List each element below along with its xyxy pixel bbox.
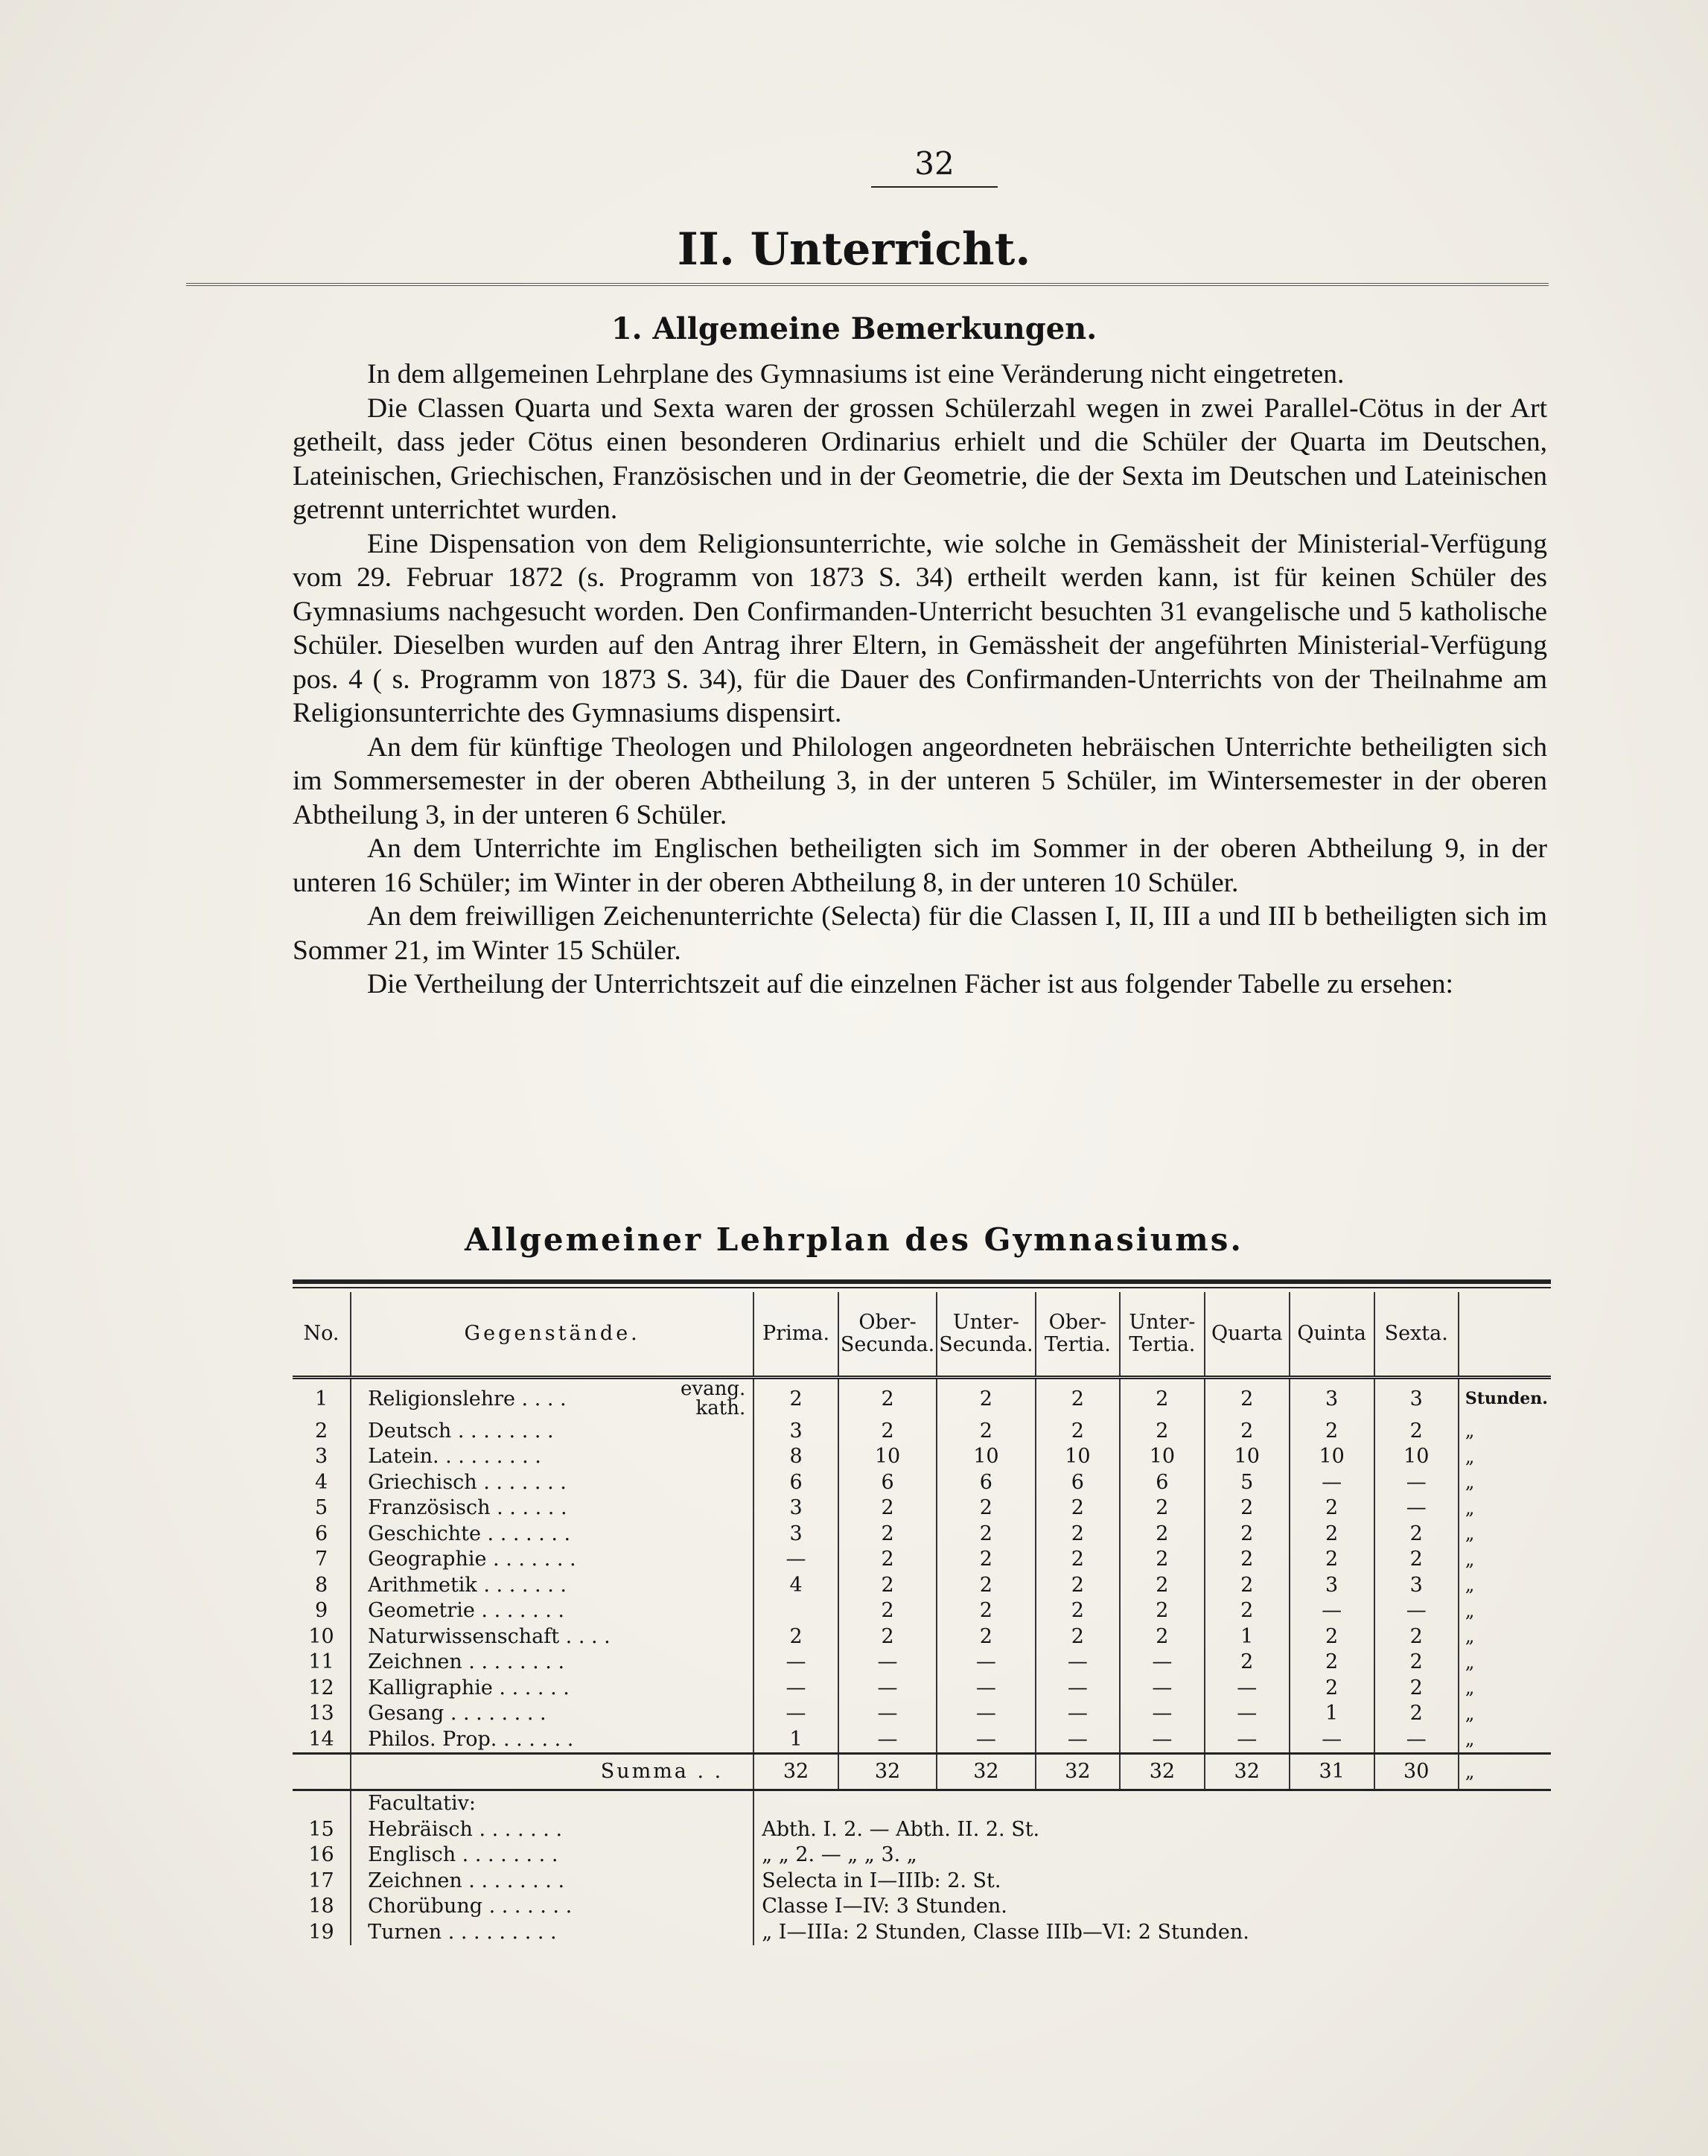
header-quarta: Quarta (1205, 1292, 1290, 1378)
cell-obersecunda: 2 (838, 1624, 937, 1650)
cell-prima: 4 (753, 1572, 838, 1598)
title-rule (186, 283, 1549, 286)
cell-quinta: — (1290, 1598, 1374, 1624)
row-subject: Französisch . . . . . . (351, 1495, 753, 1521)
table-row (293, 1624, 1551, 1650)
cell-obertertia: 2 (1036, 1378, 1121, 1419)
row-subject: Geographie . . . . . . . (351, 1547, 753, 1573)
summa-untersecunda: 32 (937, 1753, 1035, 1790)
row-subject: Kalligraphie . . . . . . (351, 1675, 753, 1701)
summa-obersecunda: 32 (838, 1753, 937, 1790)
facultativ-label: Facultativ: (351, 1790, 753, 1816)
cell-obersecunda: — (838, 1650, 937, 1676)
cell-untersecunda: 10 (937, 1444, 1035, 1470)
facultativ-text: Abth. I. 2. — Abth. II. 2. St. (753, 1816, 1551, 1842)
row-subject: Philos. Prop. . . . . . . (351, 1726, 753, 1753)
cell-obersecunda: 6 (838, 1469, 937, 1495)
summa-row (293, 1753, 1551, 1790)
row-subject: Naturwissenschaft . . . . (351, 1624, 753, 1650)
cell-quarta: — (1205, 1675, 1290, 1701)
cell-prima: 3 (753, 1521, 838, 1547)
header-sexta: Sexta. (1374, 1292, 1459, 1378)
facultativ-row (293, 1919, 1551, 1945)
row-number: 8 (314, 1573, 328, 1597)
facultativ-row (293, 1894, 1551, 1920)
facultativ-row (293, 1842, 1551, 1869)
cell-obersecunda: 2 (838, 1598, 937, 1624)
cell-sexta: 2 (1374, 1418, 1459, 1444)
summa-quinta: 31 (1290, 1753, 1374, 1790)
row-number-blank (293, 1790, 351, 1816)
table-row (293, 1675, 1551, 1701)
cell-quinta: 2 (1290, 1547, 1374, 1573)
cell-obersecunda: — (838, 1701, 937, 1727)
row-number: 11 (308, 1650, 334, 1674)
cell-prima: 2 (753, 1624, 838, 1650)
facultativ-text: Classe I—IV: 3 Stunden. (753, 1894, 1551, 1920)
row-number: 12 (308, 1676, 334, 1699)
cell-quinta: 2 (1290, 1521, 1374, 1547)
summa-sexta: 30 (1374, 1753, 1459, 1790)
row-subject: Englisch . . . . . . . . (351, 1842, 753, 1869)
cell-quinta: 2 (1290, 1650, 1374, 1676)
body-text (293, 357, 1547, 1002)
summa-quarta: 32 (1205, 1753, 1290, 1790)
row-subject: Hebräisch . . . . . . . (351, 1816, 753, 1842)
cell-untertertia: 10 (1120, 1444, 1205, 1470)
cell-sexta: 3 (1374, 1378, 1459, 1419)
table-row (293, 1444, 1551, 1470)
cell-quarta: 1 (1205, 1624, 1290, 1650)
table-row (293, 1650, 1551, 1676)
cell-untersecunda: 2 (937, 1572, 1035, 1598)
row-subject: Zeichnen . . . . . . . . (351, 1650, 753, 1676)
cell-unit: „ (1459, 1650, 1551, 1676)
cell-unit: „ (1459, 1521, 1551, 1547)
cell-prima: 3 (753, 1495, 838, 1521)
cell-untersecunda: — (937, 1675, 1035, 1701)
cell-obertertia: — (1036, 1701, 1121, 1727)
row-number: 14 (308, 1727, 334, 1751)
cell-obersecunda: — (838, 1726, 937, 1753)
cell-prima: — (753, 1701, 838, 1727)
facultativ-text: „ I—IIIa: 2 Stunden, Classe IIIb—VI: 2 Stunden. (753, 1919, 1551, 1945)
cell-obertertia: 10 (1036, 1444, 1121, 1470)
cell-obertertia: 2 (1036, 1495, 1121, 1521)
cell-prima: 2 (753, 1378, 838, 1419)
cell-untertertia: — (1120, 1726, 1205, 1753)
cell-prima: — (753, 1650, 838, 1676)
row-subject: Zeichnen . . . . . . . . (351, 1868, 753, 1894)
cell-untersecunda: 2 (937, 1378, 1035, 1419)
facultativ-blank (753, 1790, 1551, 1816)
cell-quarta: 2 (1205, 1418, 1290, 1444)
page-number: 32 (871, 145, 998, 188)
facultativ-text: „ „ 2. — „ „ 3. „ (753, 1842, 1551, 1869)
cell-sexta: 2 (1374, 1624, 1459, 1650)
cell-sexta: 10 (1374, 1444, 1459, 1470)
row-subject: Gesang . . . . . . . . (351, 1701, 753, 1727)
row-number: 9 (314, 1599, 328, 1623)
cell-quinta: 10 (1290, 1444, 1374, 1470)
cell-sexta: 2 (1374, 1547, 1459, 1573)
cell-untertertia: 2 (1120, 1547, 1205, 1573)
cell-unit: „ (1459, 1444, 1551, 1470)
cell-obertertia: — (1036, 1650, 1121, 1676)
cell-sexta: — (1374, 1469, 1459, 1495)
cell-obertertia: 2 (1036, 1572, 1121, 1598)
paragraph: Die Classen Quarta und Sexta waren der grossen Schülerzahl wegen in zwei Parallel-Cötus in der Art getheilt, dass jeder Cötus einen besonderen Ordinarius erhielt und die Schüler der Quarta im Deutschen, Lateinischen, Griechischen, Französischen und in der Geometrie, die der Sexta im Deutschen und Lateinischen getrennt unterrichtet wurden. (293, 392, 1547, 525)
cell-obertertia: 2 (1036, 1418, 1121, 1444)
cell-quarta: 5 (1205, 1469, 1290, 1495)
cell-obertertia: 2 (1036, 1547, 1121, 1573)
cell-untersecunda: 6 (937, 1469, 1035, 1495)
cell-obertertia: — (1036, 1726, 1121, 1753)
row-subject: Turnen . . . . . . . . . (351, 1919, 753, 1945)
facultativ-header-row (293, 1790, 1551, 1816)
row-number: 16 (308, 1843, 334, 1867)
cell-untersecunda: — (937, 1726, 1035, 1753)
summa-obertertia: 32 (1036, 1753, 1121, 1790)
cell-quinta: — (1290, 1469, 1374, 1495)
cell-untersecunda: — (937, 1701, 1035, 1727)
section-subtitle: 1. Allgemeine Bemerkungen. (611, 311, 1097, 346)
cell-untersecunda: 2 (937, 1624, 1035, 1650)
cell-quarta: — (1205, 1726, 1290, 1753)
header-untersecunda: Unter-Secunda. (937, 1292, 1035, 1378)
header-quinta: Quinta (1290, 1292, 1374, 1378)
cell-quarta: 2 (1205, 1650, 1290, 1676)
row-subject: Latein. . . . . . . . . (351, 1444, 753, 1470)
cell-untertertia: — (1120, 1675, 1205, 1701)
paragraph: An dem freiwilligen Zeichenunterrichte (Selecta) für die Classen I, II, III a und III b betheiligten sich im Sommer 21, im Winter 15 Schüler. (293, 901, 1547, 966)
header-unit (1459, 1292, 1551, 1378)
table-top-rule-thin (293, 1287, 1551, 1288)
row-number: 10 (308, 1624, 334, 1648)
cell-prima: 8 (753, 1444, 838, 1470)
cell-unit: „ (1459, 1418, 1551, 1444)
cell-prima: 1 (753, 1726, 838, 1753)
cell-prima: 6 (753, 1469, 838, 1495)
summa-untertertia: 32 (1120, 1753, 1205, 1790)
cell-prima: — (753, 1547, 838, 1573)
row-number: 4 (314, 1470, 328, 1494)
cell-obersecunda: 10 (838, 1444, 937, 1470)
cell-untertertia: 6 (1120, 1469, 1205, 1495)
cell-untersecunda: 2 (937, 1495, 1035, 1521)
section-title: II. Unterricht. (677, 223, 1031, 276)
cell-untersecunda: 2 (937, 1547, 1035, 1573)
table-row (293, 1598, 1551, 1624)
table-row (293, 1521, 1551, 1547)
row-number-blank (293, 1753, 351, 1790)
cell-quinta: — (1290, 1726, 1374, 1753)
header-subject: Gegenstände. (351, 1292, 753, 1378)
cell-quinta: 2 (1290, 1675, 1374, 1701)
row-number: 13 (308, 1702, 334, 1726)
row-subject: Geschichte . . . . . . . (351, 1521, 753, 1547)
row-denomination: evang. kath. (681, 1378, 746, 1419)
row-number: 2 (314, 1419, 328, 1443)
row-subject: Geometrie . . . . . . . (351, 1598, 753, 1624)
cell-quarta: 2 (1205, 1547, 1290, 1573)
cell-quarta: 2 (1205, 1598, 1290, 1624)
table-row (293, 1418, 1551, 1444)
cell-untertertia: 2 (1120, 1378, 1205, 1419)
cell-unit: „ (1459, 1547, 1551, 1573)
cell-unit: „ (1459, 1701, 1551, 1727)
cell-quarta: 2 (1205, 1378, 1290, 1419)
paragraph: In dem allgemeinen Lehrplane des Gymnasiums ist eine Veränderung nicht eingetreten. (367, 359, 1345, 389)
cell-untersecunda: 2 (937, 1521, 1035, 1547)
cell-obersecunda: 2 (838, 1495, 937, 1521)
cell-untertertia: 2 (1120, 1598, 1205, 1624)
row-number: 19 (308, 1920, 334, 1944)
facultativ-text: Selecta in I—IIIb: 2. St. (753, 1868, 1551, 1894)
cell-obertertia: 2 (1036, 1624, 1121, 1650)
cell-prima (753, 1598, 838, 1624)
row-subject: Religionslehre . . . . (351, 1378, 678, 1419)
cell-unit: „ (1459, 1675, 1551, 1701)
table-row (293, 1495, 1551, 1521)
row-subject: Griechisch . . . . . . . (351, 1469, 753, 1495)
paragraph: Die Vertheilung der Unterrichtszeit auf die einzelnen Fächer ist aus folgender Tabelle zu ersehen: (367, 969, 1453, 999)
summa-prima: 32 (753, 1753, 838, 1790)
cell-untertertia: 2 (1120, 1495, 1205, 1521)
cell-sexta: 3 (1374, 1572, 1459, 1598)
cell-sexta: — (1374, 1726, 1459, 1753)
cell-unit: „ (1459, 1495, 1551, 1521)
summa-unit: „ (1459, 1753, 1551, 1790)
header-obertertia: Ober-Tertia. (1036, 1292, 1121, 1378)
cell-obersecunda: 2 (838, 1378, 937, 1419)
row-number: 15 (308, 1817, 334, 1841)
table-top-rule (293, 1279, 1551, 1284)
cell-obersecunda: 2 (838, 1521, 937, 1547)
row-number: 6 (314, 1521, 328, 1545)
paragraph: An dem für künftige Theologen und Philologen angeordneten hebräischen Unterrichte betheiligten sich im Sommersemester in der oberen Abtheilung 3, in der unteren 5 Schüler, im Wintersemester in der oberen Abtheilung 3, in der unteren 6 Schüler. (293, 731, 1547, 830)
cell-sexta: 2 (1374, 1701, 1459, 1727)
table-row (293, 1572, 1551, 1598)
table-header-row (293, 1292, 1551, 1378)
cell-quinta: 1 (1290, 1701, 1374, 1727)
row-number: 17 (308, 1869, 334, 1892)
summa-label: Summa . . (351, 1753, 753, 1790)
curriculum-table (293, 1292, 1551, 1945)
row-number: 18 (308, 1895, 334, 1918)
cell-obersecunda: 2 (838, 1572, 937, 1598)
cell-obersecunda: 2 (838, 1547, 937, 1573)
table-body (293, 1378, 1551, 1945)
table-row (293, 1378, 1551, 1419)
cell-unit: Stunden. (1459, 1378, 1551, 1419)
paragraph: Eine Dispensation von dem Religionsunterrichte, wie solche in Gemässheit der Ministerial-Verfügung vom 29. Februar 1872 (s. Programm von 1873 S. 34) ertheilt werden kann, ist für keinen Schüler des Gymnasiums nachgesucht worden. Den Confirmanden-Unterricht besuchten 31 evangelische und 5 katholische Schüler. Dieselben wurden auf den Antrag ihrer Eltern, in Gemässheit der angeführten Ministerial-Verfügung pos. 4 ( s. Programm von 1873 S. 34), für die Dauer des Confirmanden-Unterrichts von der Theilnahme am Religionsunterrichte des Gymnasiums dispensirt. (293, 528, 1547, 728)
cell-obertertia: — (1036, 1675, 1121, 1701)
table-row (293, 1701, 1551, 1727)
table-row (293, 1469, 1551, 1495)
row-number: 1 (314, 1387, 328, 1411)
table-title: Allgemeiner Lehrplan des Gymnasiums. (465, 1221, 1243, 1258)
cell-quinta: 2 (1290, 1624, 1374, 1650)
cell-obertertia: 2 (1036, 1598, 1121, 1624)
header-obersecunda: Ober-Secunda. (838, 1292, 937, 1378)
cell-untersecunda: — (937, 1650, 1035, 1676)
header-untertertia: Unter-Tertia. (1120, 1292, 1205, 1378)
facultativ-row (293, 1868, 1551, 1894)
cell-untertertia: 2 (1120, 1521, 1205, 1547)
cell-untersecunda: 2 (937, 1598, 1035, 1624)
cell-quinta: 3 (1290, 1572, 1374, 1598)
cell-quarta: 2 (1205, 1495, 1290, 1521)
cell-sexta: — (1374, 1495, 1459, 1521)
cell-untertertia: 2 (1120, 1572, 1205, 1598)
table-row (293, 1547, 1551, 1573)
cell-sexta: 2 (1374, 1650, 1459, 1676)
row-number: 3 (314, 1445, 328, 1469)
cell-quinta: 3 (1290, 1378, 1374, 1419)
cell-untertertia: — (1120, 1650, 1205, 1676)
row-subject: Deutsch . . . . . . . . (351, 1418, 753, 1444)
cell-sexta: — (1374, 1598, 1459, 1624)
header-prima: Prima. (753, 1292, 838, 1378)
row-number: 7 (314, 1548, 328, 1571)
table-row (293, 1726, 1551, 1753)
cell-untertertia: — (1120, 1701, 1205, 1727)
cell-obertertia: 6 (1036, 1469, 1121, 1495)
cell-obertertia: 2 (1036, 1521, 1121, 1547)
cell-obersecunda: — (838, 1675, 937, 1701)
cell-quarta: — (1205, 1701, 1290, 1727)
cell-unit: „ (1459, 1572, 1551, 1598)
cell-quarta: 10 (1205, 1444, 1290, 1470)
cell-sexta: 2 (1374, 1675, 1459, 1701)
cell-untertertia: 2 (1120, 1418, 1205, 1444)
cell-prima: 3 (753, 1418, 838, 1444)
cell-unit: „ (1459, 1469, 1551, 1495)
row-subject: Chorübung . . . . . . . (351, 1894, 753, 1920)
header-no: No. (303, 1322, 340, 1345)
cell-unit: „ (1459, 1598, 1551, 1624)
cell-untertertia: 2 (1120, 1624, 1205, 1650)
cell-quinta: 2 (1290, 1495, 1374, 1521)
facultativ-row (293, 1816, 1551, 1842)
row-subject: Arithmetik . . . . . . . (351, 1572, 753, 1598)
row-number: 5 (314, 1496, 328, 1520)
cell-quarta: 2 (1205, 1572, 1290, 1598)
cell-obersecunda: 2 (838, 1418, 937, 1444)
cell-prima: — (753, 1675, 838, 1701)
cell-untersecunda: 2 (937, 1418, 1035, 1444)
cell-quinta: 2 (1290, 1418, 1374, 1444)
cell-unit: „ (1459, 1726, 1551, 1753)
cell-unit: „ (1459, 1624, 1551, 1650)
cell-quarta: 2 (1205, 1521, 1290, 1547)
cell-sexta: 2 (1374, 1521, 1459, 1547)
paragraph: An dem Unterrichte im Englischen betheiligten sich im Sommer in der oberen Abtheilung 9, in der unteren 16 Schüler; im Winter in der oberen Abtheilung 8, in der unteren 10 Schüler. (293, 833, 1547, 898)
